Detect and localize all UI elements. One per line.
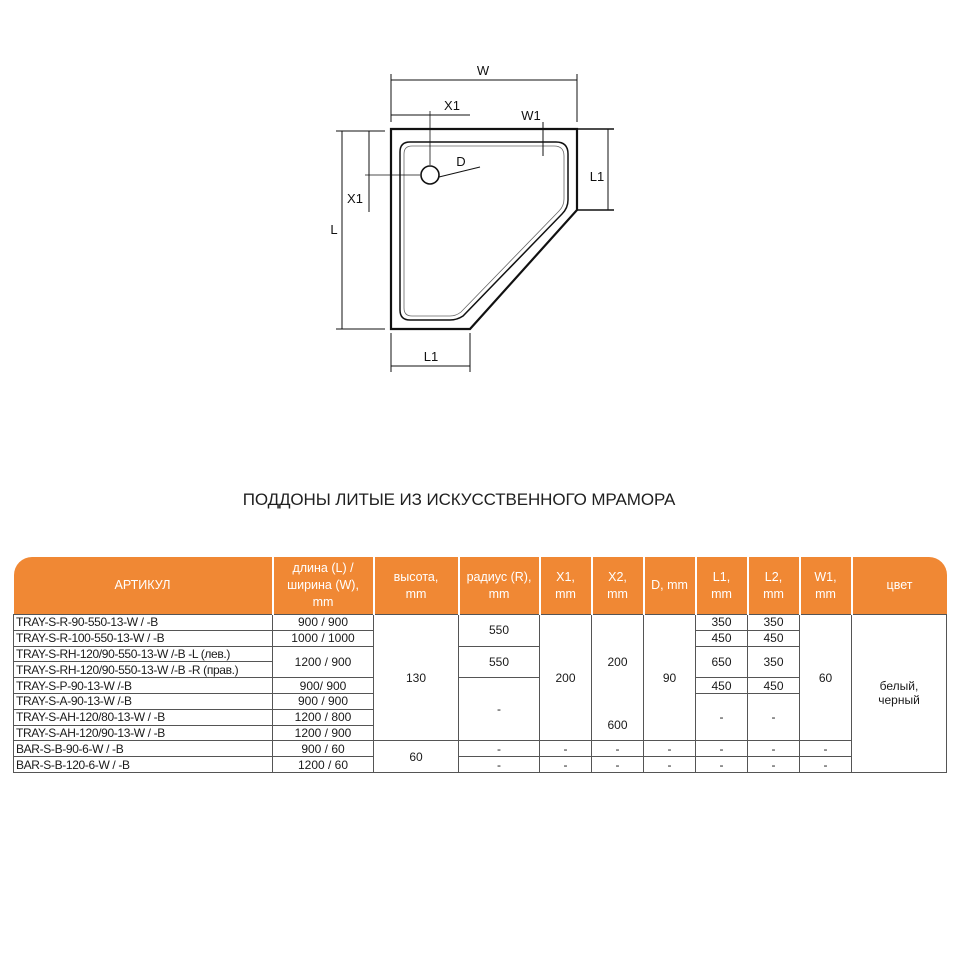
d-label: D — [456, 154, 466, 169]
size-cell: 1200 / 800 — [273, 709, 374, 725]
spec-table — [13, 557, 947, 773]
shower-tray-dimension-drawing — [0, 0, 960, 400]
drain-circle — [421, 166, 439, 184]
x1-cell: - — [540, 741, 592, 757]
header-height: высота, mm — [374, 557, 459, 615]
sku-cell: TRAY-S-RH-120/90-550-13-W /-B -L (лев.) — [14, 646, 273, 662]
size-cell: 900 / 900 — [273, 615, 374, 631]
sku-cell: TRAY-S-R-90-550-13-W / -B — [14, 615, 273, 631]
l2-cell: 350 — [748, 646, 800, 678]
height-cell-bar: 60 — [374, 741, 459, 773]
l2-cell: 450 — [748, 678, 800, 694]
header-x2: X2, mm — [592, 557, 644, 615]
header-l1: L1, mm — [696, 557, 748, 615]
x2-cell: 200 — [592, 615, 644, 710]
d-cell: - — [644, 741, 696, 757]
l2-cell: - — [748, 693, 800, 740]
size-cell: 1200 / 60 — [273, 757, 374, 773]
radius-cell: 550 — [459, 646, 540, 678]
l2-cell: 450 — [748, 630, 800, 646]
d-cell: 90 — [644, 615, 696, 741]
tray-outer-outline — [391, 129, 577, 329]
sku-cell: TRAY-S-AH-120/80-13-W / -B — [14, 709, 273, 725]
table-row — [14, 741, 947, 757]
l1-cell: 350 — [696, 615, 748, 631]
radius-cell: 550 — [459, 615, 540, 647]
header-l2: L2, mm — [748, 557, 800, 615]
l1-cell: 650 — [696, 646, 748, 678]
x2-cell: - — [592, 741, 644, 757]
l1-cell: 450 — [696, 630, 748, 646]
size-cell: 900 / 60 — [273, 741, 374, 757]
header-size: длина (L) / ширина (W), mm — [273, 557, 374, 615]
header-radius: радиус (R), mm — [459, 557, 540, 615]
header-w1: W1, mm — [800, 557, 852, 615]
l1-cell: - — [696, 757, 748, 773]
color-cell: белый, черный — [852, 615, 947, 773]
page-title: ПОДДОНЫ ЛИТЫЕ ИЗ ИСКУССТВЕННОГО МРАМОРА — [242, 490, 676, 509]
x1-side-label: X1 — [347, 191, 363, 206]
radius-cell: - — [459, 757, 540, 773]
l1-cell: 450 — [696, 678, 748, 694]
height-cell-tray: 130 — [374, 615, 459, 741]
w-label: W — [476, 63, 490, 78]
size-cell: 900 / 900 — [273, 693, 374, 709]
sku-cell: TRAY-S-RH-120/90-550-13-W /-B -R (прав.) — [14, 662, 273, 678]
w1-cell: - — [800, 741, 852, 757]
table-row — [14, 757, 947, 773]
l-label: L — [330, 222, 338, 237]
l1-cell: - — [696, 693, 748, 740]
table-row — [14, 615, 947, 631]
x1-cell: 200 — [540, 615, 592, 741]
size-cell: 1200 / 900 — [273, 725, 374, 741]
x2-cell: - — [592, 757, 644, 773]
l1-bottom-label: L1 — [423, 349, 439, 364]
l2-cell: - — [748, 757, 800, 773]
w1-cell: 60 — [800, 615, 852, 741]
sku-cell: TRAY-S-A-90-13-W /-B — [14, 693, 273, 709]
l2-cell: - — [748, 741, 800, 757]
size-cell: 1000 / 1000 — [273, 630, 374, 646]
size-cell: 900/ 900 — [273, 678, 374, 694]
x1-top-label: X1 — [444, 98, 460, 113]
header-d: D, mm — [644, 557, 696, 615]
d-cell: - — [644, 757, 696, 773]
l2-cell: 350 — [748, 615, 800, 631]
sku-cell: TRAY-S-AH-120/90-13-W / -B — [14, 725, 273, 741]
header-sku: АРТИКУЛ — [14, 557, 273, 615]
w1-cell: - — [800, 757, 852, 773]
radius-cell: - — [459, 678, 540, 741]
table-header-row — [14, 557, 947, 615]
x2-cell: 600 — [592, 709, 644, 741]
header-color: цвет — [852, 557, 947, 615]
size-cell: 1200 / 900 — [273, 646, 374, 678]
header-x1: X1, mm — [540, 557, 592, 615]
sku-cell: TRAY-S-P-90-13-W /-B — [14, 678, 273, 694]
l1-right-label: L1 — [589, 169, 605, 184]
sku-cell: BAR-S-B-120-6-W / -B — [14, 757, 273, 773]
l1-cell: - — [696, 741, 748, 757]
w1-label: W1 — [521, 108, 541, 123]
x1-cell: - — [540, 757, 592, 773]
sku-cell: BAR-S-B-90-6-W / -B — [14, 741, 273, 757]
sku-cell: TRAY-S-R-100-550-13-W / -B — [14, 630, 273, 646]
radius-cell: - — [459, 741, 540, 757]
